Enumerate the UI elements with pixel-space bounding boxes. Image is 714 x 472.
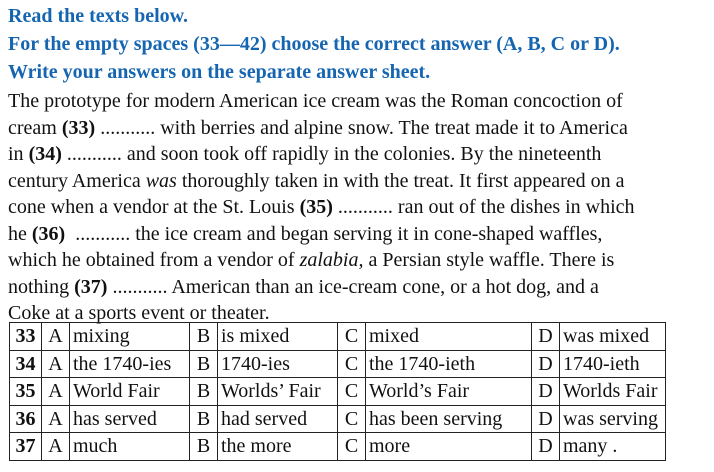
option-letter-a: A	[42, 405, 70, 433]
option-letter-b: B	[190, 323, 218, 351]
table-row	[10, 433, 666, 461]
option-letter-c: C	[338, 405, 366, 433]
table-row	[10, 323, 666, 351]
option-letter-a: A	[42, 323, 70, 351]
option-letter-c: C	[338, 323, 366, 351]
option-letter-b: B	[190, 405, 218, 433]
passage-text: century America	[8, 169, 146, 192]
passage-text: nothing	[8, 275, 75, 298]
option-b: Worlds’ Fair	[218, 378, 338, 406]
passage-text: he	[8, 222, 32, 245]
option-letter-d: D	[532, 350, 560, 378]
option-letter-b: B	[190, 378, 218, 406]
option-letter-d: D	[532, 433, 560, 461]
option-c: more	[366, 433, 532, 461]
option-letter-a: A	[42, 350, 70, 378]
table-row	[10, 378, 666, 406]
passage-line	[8, 194, 708, 221]
option-c: the 1740-ieth	[366, 350, 532, 378]
option-letter-d: D	[532, 378, 560, 406]
option-a: mixing	[70, 323, 190, 351]
option-letter-d: D	[532, 323, 560, 351]
option-letter-a: A	[42, 378, 70, 406]
passage-text: ........... the ice cream and began serving it in cone-shaped waffles,	[65, 222, 603, 245]
passage-text: ........... American than an ice-cream cone, or a hot dog, and a	[107, 275, 599, 298]
passage-text: cone when a vendor at the St. Louis	[8, 196, 300, 218]
option-d: Worlds Fair	[560, 378, 666, 406]
option-a: much	[70, 433, 190, 461]
passage-emphasis: was	[145, 169, 177, 192]
passage-text: ........... ran out of the dishes in which	[332, 196, 635, 218]
gap-number-34: (34)	[28, 143, 62, 165]
gap-number-36: (36)	[31, 222, 66, 245]
option-a: the 1740-ies	[70, 350, 190, 378]
question-number: 35	[10, 378, 42, 406]
option-letter-b: B	[190, 350, 218, 378]
passage-text: ........... and soon took off rapidly in the colonies. By the nineteenth	[61, 143, 602, 165]
question-number: 34	[10, 350, 42, 378]
instruction-line-3: Write your answers on the separate answer sheet.	[8, 61, 431, 83]
passage-line	[8, 221, 708, 248]
option-letter-b: B	[190, 433, 218, 461]
passage-text: which he obtained from a vendor of	[8, 249, 300, 271]
passage-line	[8, 141, 708, 168]
option-letter-c: C	[338, 433, 366, 461]
passage-text: ........... with berries and alpine snow. The treat made it to America	[95, 116, 628, 139]
option-c: World’s Fair	[366, 378, 532, 406]
question-number: 33	[10, 323, 42, 351]
option-b: 1740-ies	[218, 350, 338, 378]
passage-emphasis: zalabia,	[299, 249, 364, 271]
table-row	[10, 405, 666, 433]
option-d: was serving	[560, 405, 666, 433]
table-row	[10, 350, 666, 378]
option-d: 1740-ieth	[560, 350, 666, 378]
passage-line	[8, 247, 708, 274]
option-b: the more	[218, 433, 338, 461]
passage-text: in	[8, 143, 29, 165]
option-a: World Fair	[70, 378, 190, 406]
question-number: 37	[10, 433, 42, 461]
passage-text: Coke at a sports event or theater.	[8, 302, 270, 324]
option-b: is mixed	[218, 323, 338, 351]
option-c: mixed	[366, 323, 532, 351]
option-b: had served	[218, 405, 338, 433]
passage-line	[8, 88, 708, 115]
passage-text: thoroughly taken in with the treat. It first appeared on a	[176, 169, 625, 192]
instruction-line-1: Read the texts below.	[8, 5, 188, 27]
gap-number-37: (37)	[74, 275, 108, 298]
option-c: has been serving	[366, 405, 532, 433]
reading-passage	[8, 88, 708, 327]
passage-line	[8, 168, 708, 195]
passage-text: a Persian style waffle. There is	[363, 249, 615, 271]
option-letter-d: D	[532, 405, 560, 433]
option-letter-c: C	[338, 378, 366, 406]
passage-line	[8, 115, 708, 142]
gap-number-33: (33)	[61, 116, 96, 139]
passage-text: cream	[8, 116, 62, 139]
passage-line	[8, 274, 708, 301]
question-number: 36	[10, 405, 42, 433]
option-d: was mixed	[560, 323, 666, 351]
gap-number-35: (35)	[299, 196, 333, 218]
passage-text: The prototype for modern American ice cream was the Roman concoction of	[8, 90, 623, 112]
option-a: has served	[70, 405, 190, 433]
instructions	[8, 2, 708, 86]
instruction-line-2: For the empty spaces (33—42) choose the correct answer (A, B, C or D).	[8, 33, 620, 55]
answer-options-table	[9, 322, 666, 461]
option-letter-c: C	[338, 350, 366, 378]
option-letter-a: A	[42, 433, 70, 461]
option-d: many .	[560, 433, 666, 461]
